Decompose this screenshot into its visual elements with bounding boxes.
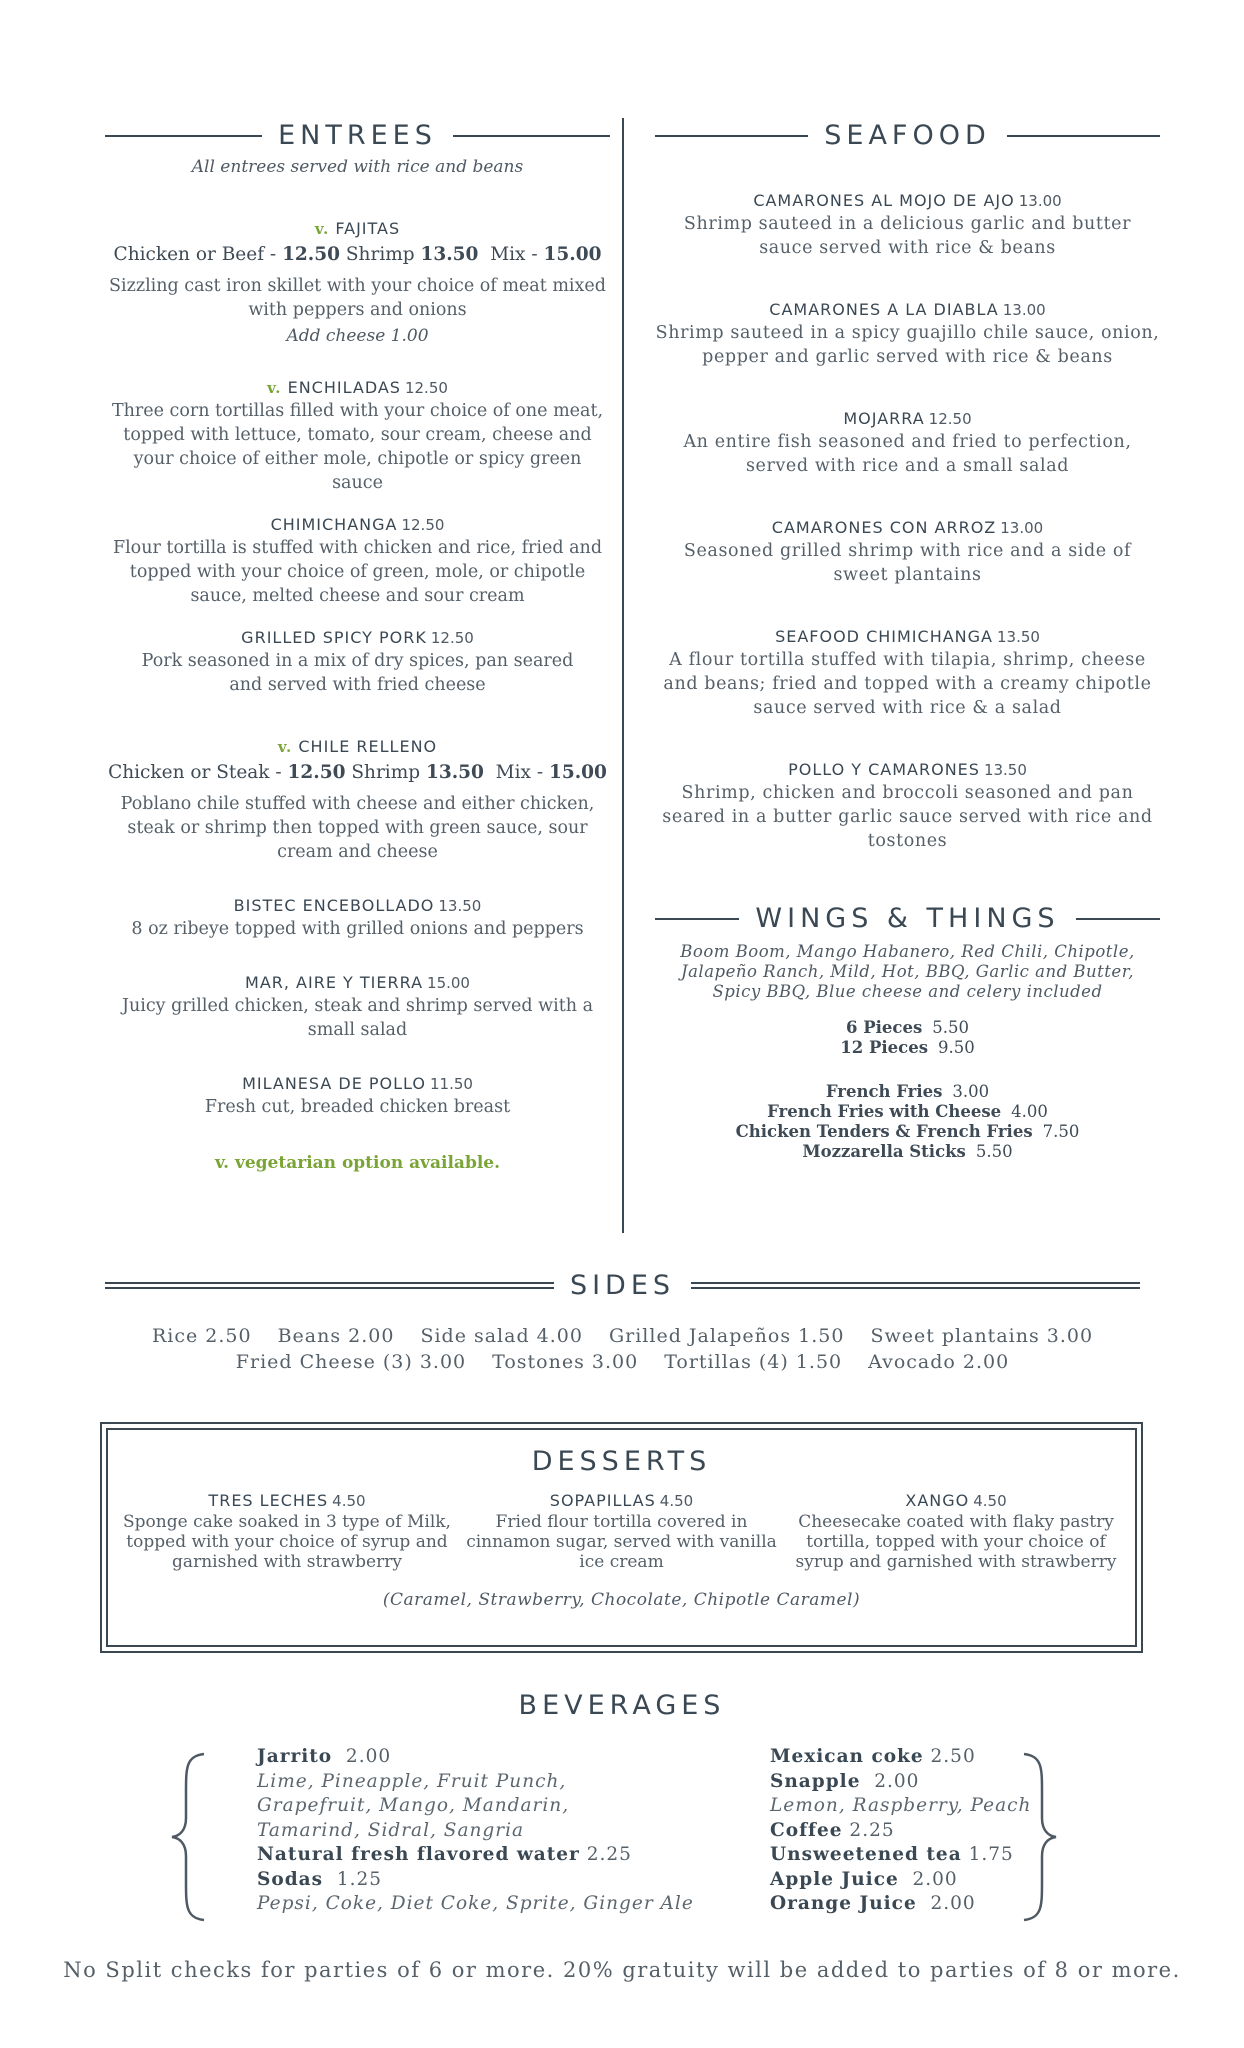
seafood-header	[655, 120, 1160, 151]
item-description: An entire fish seasoned and fried to perfection, served with rice and a small salad	[683, 432, 1132, 476]
item-name	[655, 518, 1160, 537]
item-name	[791, 1491, 1121, 1510]
item-name: MAR, AIRE Y TIERRA 15.00	[245, 973, 470, 992]
side-item: Beans 2.00	[277, 1325, 395, 1347]
sides-title: SIDES	[569, 1270, 676, 1301]
entrees-header	[105, 120, 610, 151]
menu-item-seafood	[655, 300, 1160, 369]
footer-policy-note: No Split checks for parties of 6 or more. 20% gratuity will be added to parties of 8 or more.	[63, 1958, 1181, 1982]
item-title: CAMARONES A LA DIABLA	[769, 300, 999, 319]
item-price: 13.50	[983, 761, 1027, 779]
item-price: 7.50	[1042, 1122, 1080, 1141]
syrup-options: (Caramel, Strawberry, Chocolate, Chipotle Caramel)	[382, 1590, 861, 1610]
item-price: 13.50	[996, 628, 1040, 646]
beverages-title: BEVERAGES	[518, 1690, 726, 1721]
item-label: 12 Pieces	[840, 1038, 928, 1057]
menu-item-fajitas	[105, 219, 610, 346]
beverage-flavors: Grapefruit, Mango, Mandarin,	[257, 1795, 570, 1816]
dessert-item	[791, 1491, 1121, 1572]
beverages-right-list	[770, 1745, 1031, 1917]
item-description: A flour tortilla stuffed with tilapia, shrimp, cheese and beans; fried and topped with a creamy chipotle sauce served with rice & a salad	[663, 650, 1152, 718]
column-divider	[622, 118, 624, 1233]
left-brace-icon	[168, 1752, 208, 1922]
beverage-item: Jarrito 2.00	[257, 1746, 392, 1767]
beverage-item: Natural fresh flavored water 2.25	[257, 1844, 632, 1865]
side-item: Side salad 4.00	[420, 1325, 583, 1347]
sides-list	[105, 1323, 1140, 1375]
item-name: v. ENCHILADAS 12.50	[267, 378, 448, 397]
header-double-rule	[105, 1282, 554, 1289]
side-item: Rice 2.50	[151, 1325, 252, 1347]
wings-header	[655, 903, 1160, 934]
item-description: Fried flour tortilla covered in cinnamon sugar, served with vanilla ice cream	[466, 1512, 777, 1572]
vegetarian-mark: v.	[314, 220, 330, 238]
menu-item-mar-aire-y-tierra	[105, 973, 610, 1042]
beverage-item: Sodas 1.25	[257, 1868, 383, 1890]
dessert-items	[108, 1491, 1135, 1572]
item-label: Chicken Tenders & French Fries	[735, 1122, 1033, 1141]
item-name	[105, 219, 610, 238]
header-rule	[1007, 135, 1160, 137]
side-item: Tortillas (4) 1.50	[664, 1351, 843, 1373]
item-label: French Fries with Cheese	[767, 1102, 1002, 1121]
item-name	[655, 191, 1160, 210]
beverages-left-list	[257, 1745, 694, 1917]
extras-list	[655, 1082, 1160, 1162]
item-addon: Add cheese 1.00	[286, 326, 429, 346]
item-description: Shrimp sauteed in a spicy guajillo chile sauce, onion, pepper and garlic served with rice & beans	[655, 323, 1160, 367]
item-name	[122, 1491, 452, 1510]
item-label: Mozzarella Sticks	[802, 1142, 966, 1161]
vegetarian-mark: v.	[267, 379, 282, 397]
header-rule	[1076, 918, 1160, 920]
item-price-line: Chicken or Beef - 12.50 Shrimp 13.50 Mix - 15.00	[113, 244, 602, 265]
item-price: 12.50	[928, 410, 972, 428]
side-item: Avocado 2.00	[868, 1351, 1010, 1373]
header-rule	[655, 135, 808, 137]
sides-row	[105, 1349, 1140, 1375]
item-name: MILANESA DE POLLO 11.50	[242, 1074, 473, 1093]
beverage-flavors: Lime, Pineapple, Fruit Punch,	[257, 1770, 567, 1792]
sides-header	[105, 1270, 1140, 1301]
sides-row	[105, 1323, 1140, 1349]
item-title: TRES LECHES	[208, 1491, 329, 1510]
item-label: 6 Pieces	[846, 1018, 923, 1037]
side-item: Tostones 3.00	[492, 1351, 639, 1373]
beverage-item: Unsweetened tea 1.75	[770, 1844, 1014, 1865]
sides-section	[105, 1270, 1140, 1375]
item-description: Three corn tortillas filled with your choice of one meat, topped with lettuce, tomato, sour cream, cheese and your choice of either mole, chipotle or spicy green sauce	[111, 401, 604, 493]
menu-item-seafood	[655, 760, 1160, 853]
item-price: 4.50	[659, 1492, 694, 1510]
item-title: FAJITAS	[335, 219, 401, 238]
list-item	[655, 1142, 1160, 1162]
dessert-item	[122, 1491, 452, 1572]
wing-pieces-list	[655, 1018, 1160, 1058]
beverage-flavors: Pepsi, Coke, Diet Coke, Sprite, Ginger Ale	[257, 1893, 694, 1914]
entrees-subtitle: All entrees served with rice and beans	[191, 157, 524, 177]
menu-item-seafood	[655, 627, 1160, 720]
item-title: SOPAPILLAS	[549, 1491, 656, 1510]
item-price: 13.00	[1002, 301, 1046, 319]
item-price: 5.50	[932, 1018, 969, 1037]
item-title: MOJARRA	[843, 409, 925, 428]
list-item	[655, 1082, 1160, 1102]
item-price: 4.00	[1011, 1102, 1048, 1121]
item-name: BISTEC ENCEBOLLADO 13.50	[233, 896, 482, 915]
side-item: Sweet plantains 3.00	[870, 1325, 1094, 1347]
menu-item-seafood	[655, 409, 1160, 478]
item-description: Seasoned grilled shrimp with rice and a side of sweet plantains	[683, 541, 1132, 585]
item-title: SEAFOOD CHIMICHANGA	[775, 627, 993, 646]
wing-flavors: Boom Boom, Mango Habanero, Red Chili, Chipotle, Jalapeño Ranch, Mild, Hot, BBQ, Garlic and Butter, Spicy BBQ, Blue cheese and celery included	[680, 942, 1135, 1001]
item-title: CAMARONES AL MOJO DE AJO	[753, 191, 1015, 210]
beverage-item: Coffee 2.25	[770, 1819, 895, 1841]
item-description: Juicy grilled chicken, steak and shrimp served with a small salad	[121, 996, 594, 1040]
beverages-header	[0, 1690, 1244, 1721]
item-description: Sizzling cast iron skillet with your choice of meat mixed with peppers and onions	[109, 276, 606, 320]
seafood-section	[655, 120, 1160, 1162]
list-item	[655, 1102, 1160, 1122]
item-price: 9.50	[937, 1038, 975, 1057]
item-name: v. CHILE RELLENO	[277, 737, 438, 756]
beverage-item: Orange Juice 2.00	[770, 1893, 976, 1914]
beverage-flavors: Lemon, Raspberry, Peach	[770, 1795, 1032, 1816]
item-description: Pork seasoned in a mix of dry spices, pan seared and served with fried cheese	[141, 651, 574, 695]
menu-item-bistec-encebollado	[105, 896, 610, 941]
list-item	[655, 1018, 1160, 1038]
item-price: 4.50	[332, 1492, 366, 1510]
vegetarian-note: v. vegetarian option available.	[214, 1153, 501, 1173]
seafood-list	[655, 191, 1160, 853]
menu-item-enchiladas	[105, 378, 610, 495]
item-description: Sponge cake soaked in 3 type of Milk, topped with your choice of syrup and garnished with strawberry	[123, 1512, 451, 1572]
menu-item-milanesa-de-pollo	[105, 1074, 610, 1119]
side-item: Grilled Jalapeños 1.50	[608, 1325, 845, 1347]
item-price: 13.00	[1018, 192, 1062, 210]
beverage-flavors: Tamarind, Sidral, Sangria	[257, 1819, 525, 1841]
item-name	[655, 760, 1160, 779]
item-name	[655, 409, 1160, 428]
item-price: 4.50	[973, 1492, 1007, 1510]
item-price: 5.50	[975, 1142, 1013, 1161]
item-label: French Fries	[825, 1082, 943, 1101]
desserts-inner-frame	[106, 1428, 1137, 1647]
entrees-section	[105, 120, 610, 1173]
seafood-title: SEAFOOD	[824, 120, 991, 151]
item-name: GRILLED SPICY PORK 12.50	[241, 628, 474, 647]
menu-item-seafood	[655, 191, 1160, 260]
header-rule	[453, 135, 610, 137]
vegetarian-mark: v.	[277, 738, 293, 756]
list-item	[655, 1038, 1160, 1058]
header-double-rule	[691, 1282, 1140, 1289]
list-item	[655, 1122, 1160, 1142]
menu-item-grilled-spicy-pork	[105, 628, 610, 697]
item-title: CAMARONES CON ARROZ	[771, 518, 997, 537]
beverage-item: Apple Juice 2.00	[770, 1868, 958, 1890]
item-description: 8 oz ribeye topped with grilled onions and peppers	[131, 919, 584, 939]
beverage-item: Snapple 2.00	[770, 1770, 920, 1792]
item-price: 13.00	[1000, 519, 1044, 537]
item-description: Poblano chile stuffed with cheese and either chicken, steak or shrimp then topped with green sauce, sour cream and cheese	[120, 794, 595, 862]
item-name: CHIMICHANGA 12.50	[270, 515, 445, 534]
header-rule	[105, 135, 262, 137]
item-title: XANGO	[905, 1491, 970, 1510]
side-item: Fried Cheese (3) 3.00	[235, 1351, 467, 1373]
wings-title: WINGS & THINGS	[755, 903, 1060, 934]
item-description: Flour tortilla is stuffed with chicken and rice, fried and topped with your choice of green, mole, or chipotle sauce, melted cheese and sour cream	[112, 538, 603, 606]
item-name	[457, 1491, 787, 1510]
item-title: POLLO Y CAMARONES	[788, 760, 980, 779]
item-description: Fresh cut, breaded chicken breast	[204, 1097, 511, 1117]
header-rule	[655, 918, 739, 920]
item-price: 3.00	[952, 1082, 990, 1101]
item-name	[655, 300, 1160, 319]
menu-item-chimichanga	[105, 515, 610, 608]
desserts-box	[100, 1422, 1143, 1653]
dessert-item	[457, 1491, 787, 1572]
entrees-title: ENTREES	[278, 120, 437, 151]
beverage-item: Mexican coke 2.50	[770, 1746, 976, 1767]
menu-item-seafood	[655, 518, 1160, 587]
item-description: Shrimp, chicken and broccoli seasoned and pan seared in a butter garlic sauce served with rice and tostones	[662, 783, 1153, 851]
item-price-line: Chicken or Steak - 12.50 Shrimp 13.50 Mix - 15.00	[108, 762, 607, 783]
item-description: Shrimp sauteed in a delicious garlic and butter sauce served with rice & beans	[683, 214, 1132, 258]
item-description: Cheesecake coated with flaky pastry tortilla, topped with your choice of syrup and garnished with strawberry	[795, 1512, 1117, 1572]
menu-item-chile-relleno	[105, 737, 610, 864]
item-name	[655, 627, 1160, 646]
desserts-title: DESSERTS	[531, 1446, 712, 1477]
